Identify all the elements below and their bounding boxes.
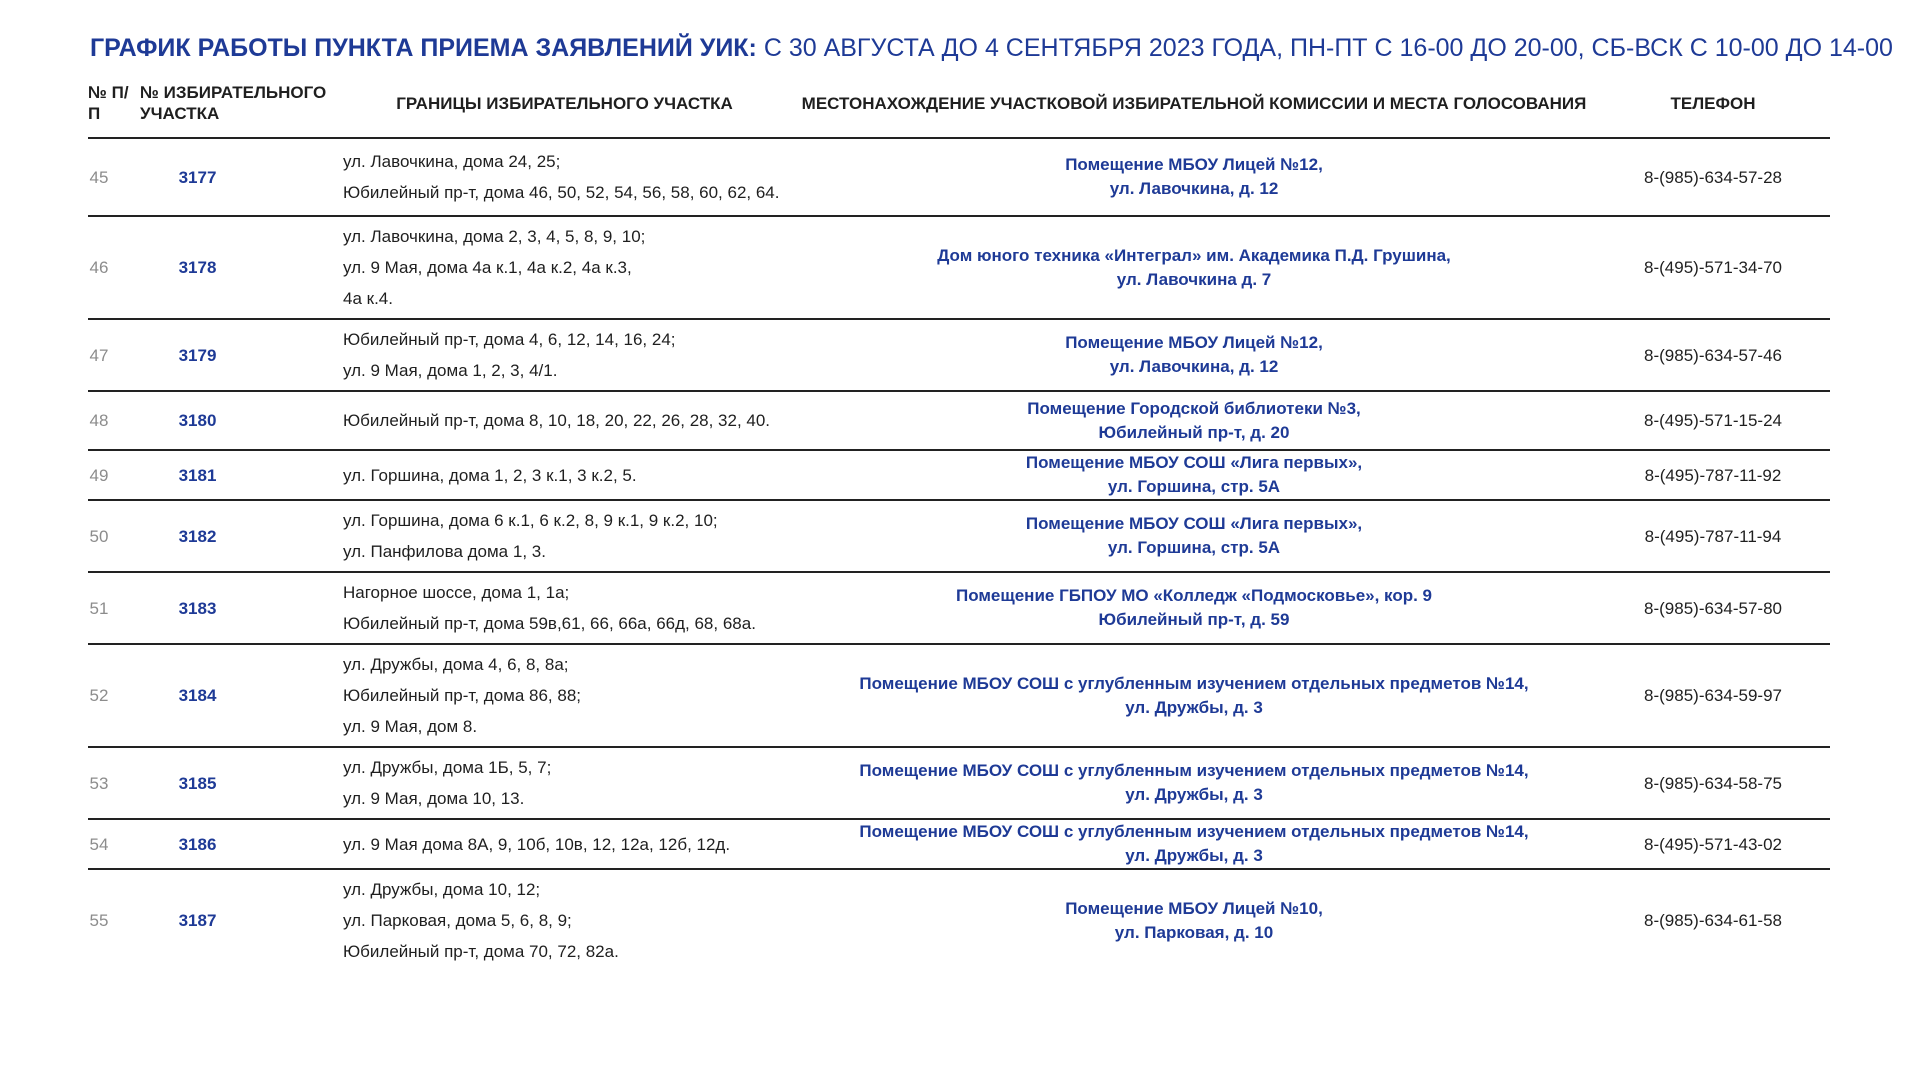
location-line: ул. Горшина, стр. 5А (1107, 538, 1281, 557)
table-row (88, 500, 1830, 572)
district-bounds (337, 319, 792, 391)
location-line: ул. Лавочкина, д. 12 (1109, 179, 1279, 198)
bounds-line: Юбилейный пр-т, дома 59в,61, 66, 66а, 66д, 68, 68а. (343, 614, 756, 633)
header-phone: ТЕЛЕФОН (1596, 75, 1830, 138)
bounds-line: Юбилейный пр-т, дома 86, 88; (343, 686, 581, 705)
table-row (88, 319, 1830, 391)
location-line: Помещение МБОУ СОШ «Лига первых», (1025, 453, 1363, 472)
table-header (88, 75, 1830, 138)
bounds-line: ул. Горшина, дома 6 к.1, 6 к.2, 8, 9 к.1, 9 к.2, 10; (343, 511, 718, 530)
district-number: 3181 (132, 450, 337, 500)
district-number: 3187 (178, 911, 217, 930)
commission-location (792, 644, 1596, 747)
bounds-line: Юбилейный пр-т, дома 4, 6, 12, 14, 16, 24; (343, 330, 676, 349)
header-location: МЕСТОНАХОЖДЕНИЕ УЧАСТКОВОЙ ИЗБИРАТЕЛЬНОЙ КОМИССИИ И МЕСТА ГОЛОСОВАНИЯ (792, 75, 1596, 138)
district-bounds (337, 869, 792, 971)
location-line: Помещение МБОУ СОШ с углубленным изучением отдельных предметов №14, (859, 822, 1529, 841)
row-number: 45 (88, 138, 132, 216)
phone-number: 8-(495)-571-34-70 (1596, 216, 1830, 319)
row-number: 52 (88, 644, 132, 747)
bounds-line: ул. Дружбы, дома 10, 12; (343, 880, 541, 899)
commission-location (792, 319, 1596, 391)
commission-location (792, 391, 1596, 450)
commission-location (792, 450, 1596, 500)
commission-location (792, 572, 1596, 644)
district-bounds (337, 500, 792, 572)
district-number: 3182 (132, 500, 337, 572)
bounds-line: ул. 9 Мая дома 8А, 9, 10б, 10в, 12, 12а, 12б, 12д. (343, 834, 731, 854)
location-line: Юбилейный пр-т, д. 59 (1098, 610, 1290, 629)
table-body (88, 138, 1830, 971)
row-number: 55 (89, 911, 109, 930)
location-line: Помещение МБОУ Лицей №12, (1065, 333, 1323, 352)
row-number: 49 (88, 450, 132, 500)
phone-number: 8-(985)-634-58-75 (1596, 747, 1830, 819)
table-row (88, 644, 1830, 747)
bounds-line: ул. Дружбы, дома 4, 6, 8, 8а; (343, 655, 569, 674)
title-bold: ГРАФИК РАБОТЫ ПУНКТА ПРИЕМА ЗАЯВЛЕНИЙ УИК: (90, 34, 757, 62)
district-bounds (337, 572, 792, 644)
location-line: ул. Лавочкина д. 7 (1116, 269, 1272, 289)
location-line: ул. Дружбы, д. 3 (1125, 697, 1263, 717)
bounds-line: ул. Парковая, дома 5, 6, 8, 9; (343, 911, 572, 930)
commission-location (792, 869, 1596, 971)
phone-number: 8-(985)-634-59-97 (1596, 644, 1830, 747)
phone-number: 8-(985)-634-57-28 (1596, 138, 1830, 216)
page-title (90, 32, 1893, 64)
polling-stations-table (88, 75, 1830, 971)
district-bounds (337, 819, 792, 869)
location-line: ул. Горшина, стр. 5А (1107, 477, 1281, 496)
commission-location (792, 500, 1596, 572)
row-number: 54 (88, 819, 132, 869)
location-line: ул. Лавочкина, д. 12 (1109, 357, 1279, 376)
district-number: 3180 (132, 391, 337, 450)
district-bounds (337, 747, 792, 819)
location-line: Помещение ГБПОУ МО «Колледж «Подмосковье», кор. 9 (955, 586, 1433, 605)
bounds-line: ул. 9 Мая, дома 1, 2, 3, 4/1. (343, 361, 558, 380)
district-number: 3177 (132, 138, 337, 216)
bounds-line: ул. Лавочкина, дома 24, 25; (343, 152, 561, 171)
commission-location (792, 138, 1596, 216)
table-row (88, 869, 1830, 971)
table-row (88, 138, 1830, 216)
bounds-line: Юбилейный пр-т, дома 8, 10, 18, 20, 22, 26, 28, 32, 40. (343, 411, 771, 430)
district-number: 3183 (132, 572, 337, 644)
location-line: Помещение МБОУ Лицей №12, (1065, 155, 1323, 174)
location-line: Помещение МБОУ СОШ с углубленным изучением отдельных предметов №14, (859, 673, 1529, 693)
table-row (88, 819, 1830, 869)
row-number: 50 (88, 500, 132, 572)
table-row (88, 572, 1830, 644)
header-bounds: ГРАНИЦЫ ИЗБИРАТЕЛЬНОГО УЧАСТКА (337, 75, 792, 138)
location-line: Помещение Городской библиотеки №3, (1027, 398, 1361, 418)
district-number: 3178 (132, 216, 337, 319)
district-number: 3184 (132, 644, 337, 747)
bounds-line: Нагорное шоссе, дома 1, 1а; (343, 583, 570, 602)
header-num: № П/П (88, 75, 132, 138)
bounds-line: ул. 9 Мая, дом 8. (343, 717, 478, 736)
table-row (88, 216, 1830, 319)
commission-location (792, 216, 1596, 319)
commission-location (792, 747, 1596, 819)
table-row (88, 391, 1830, 450)
district-number: 3186 (132, 819, 337, 869)
row-number: 51 (88, 572, 132, 644)
location-line: ул. Дружбы, д. 3 (1125, 846, 1263, 865)
bounds-line: 4а к.4. (343, 289, 393, 308)
district-bounds (337, 644, 792, 747)
bounds-line: Юбилейный пр-т, дома 46, 50, 52, 54, 56, 58, 60, 62, 64. (343, 183, 780, 202)
bounds-line: ул. Панфилова дома 1, 3. (343, 542, 546, 561)
district-bounds (337, 450, 792, 500)
location-line: ул. Парковая, д. 10 (1114, 922, 1274, 942)
commission-location (792, 819, 1596, 869)
district-number: 3179 (132, 319, 337, 391)
phone-number: 8-(495)-787-11-92 (1596, 450, 1830, 500)
bounds-line: ул. 9 Мая, дома 4а к.1, 4а к.2, 4а к.3, (343, 258, 632, 277)
bounds-line: ул. 9 Мая, дома 10, 13. (343, 789, 525, 808)
district-bounds (337, 391, 792, 450)
bounds-line: ул. Лавочкина, дома 2, 3, 4, 5, 8, 9, 10; (343, 227, 646, 246)
location-line: Помещение МБОУ СОШ с углубленным изучением отдельных предметов №14, (859, 761, 1529, 780)
table-row (88, 450, 1830, 500)
bounds-line: Юбилейный пр-т, дома 70, 72, 82а. (343, 942, 619, 961)
phone-number: 8-(495)-787-11-94 (1596, 500, 1830, 572)
row-number: 46 (88, 216, 132, 319)
phone-number: 8-(985)-634-61-58 (1644, 911, 1782, 930)
district-bounds (337, 216, 792, 319)
title-schedule: С 30 АВГУСТА ДО 4 СЕНТЯБРЯ 2023 ГОДА, ПН-ПТ С 16-00 ДО 20-00, СБ-ВСК С 10-00 ДО 14-00 (756, 34, 1893, 62)
phone-number: 8-(495)-571-43-02 (1596, 819, 1830, 869)
bounds-line: ул. Горшина, дома 1, 2, 3 к.1, 3 к.2, 5. (343, 465, 637, 485)
location-line: Дом юного техника «Интеграл» им. Академика П.Д. Грушина, (937, 245, 1451, 265)
header-district: № ИЗБИРАТЕЛЬНОГО УЧАСТКА (132, 75, 337, 138)
row-number: 48 (88, 391, 132, 450)
row-number: 53 (88, 747, 132, 819)
location-line: Помещение МБОУ СОШ «Лига первых», (1025, 514, 1363, 533)
phone-number: 8-(495)-571-15-24 (1596, 391, 1830, 450)
location-line: Помещение МБОУ Лицей №10, (1065, 898, 1323, 918)
phone-number: 8-(985)-634-57-46 (1596, 319, 1830, 391)
district-bounds (337, 138, 792, 216)
table-row (88, 747, 1830, 819)
location-line: ул. Дружбы, д. 3 (1125, 785, 1263, 804)
location-line: Юбилейный пр-т, д. 20 (1098, 422, 1290, 442)
row-number: 47 (88, 319, 132, 391)
district-number: 3185 (132, 747, 337, 819)
phone-number: 8-(985)-634-57-80 (1596, 572, 1830, 644)
bounds-line: ул. Дружбы, дома 1Б, 5, 7; (343, 758, 552, 777)
